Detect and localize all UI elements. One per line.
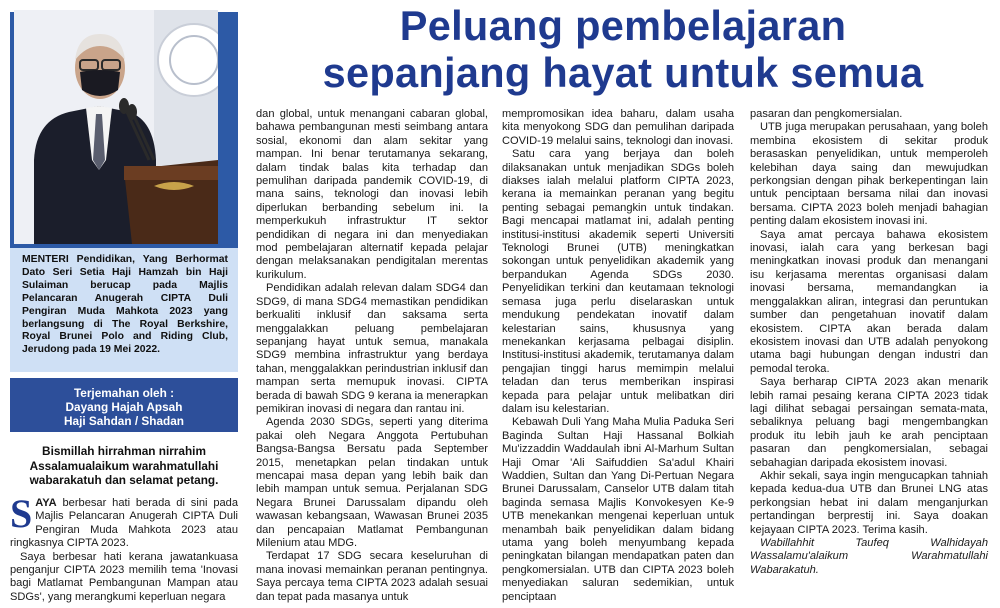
translator-name-2: Haji Sahdan / Shadan [64, 414, 184, 428]
translator-box [10, 378, 238, 432]
translator-name-1: Dayang Hajah Apsah [65, 400, 183, 414]
headline-line-2: sepanjang hayat untuk semua [322, 49, 924, 96]
paragraph-11: UTB juga merupakan perusahaan, yang boleh membina ekosistem di sekitar produk berasaskan penyelidikan, untuk memperoleh kelebihan daya saing dan mewujudkan perkongsian dengan pihak berkepentingan lain untuk penciptaan bersama nilai dan inovasi bersama. CIPTA 2023 boleh menjadi bahagian penting dalam ekosistem inovasi ini. [750, 121, 988, 228]
article-column-3 [502, 108, 734, 604]
paragraph-8: Satu cara yang berjaya dan boleh dilaksanakan untuk menjadikan SDGs boleh diakses ialah melalui platform CIPTA 2023, kerana ia memainkan peranan yang begitu penting sebagai pemangkin untuk tindakan. Bagi mencapai matlamat ini, adalah penting institusi-institusi akademik seperti Universiti Teknologi Brunei (UTB) meningkatkan sokongan untuk penyelidikan akademik yang berpandukan Agenda SDGs 2030. Penyelidikan terkini dan keutamaan teknologi semasa juga perlu diselaraskan untuk mendukung pendekatan inovatif dalam kelestarian sains, khususnya yang menekankan kerjasama pelbagai disiplin. Institusi-institusi akademik, terutamanya dalam pengajian tinggi harus memimpin melalui teladan dan terus memberikan inspirasi kepada para pelajar untuk melibatkan diri dalam isu kelestarian. [502, 148, 734, 415]
minister-photo [14, 10, 218, 244]
greeting-line-1: Bismillah hirrahman nirrahim [42, 444, 206, 458]
paragraph-6: Terdapat 17 SDG secara keseluruhan di mana inovasi memainkan peranan pentingnya. Saya percaya tema CIPTA 2023 adalah sesuai dan tepat pada masanya untuk [256, 550, 488, 603]
lead-word: AYA [35, 497, 57, 509]
opening-greeting [10, 444, 238, 488]
paragraph-1 [10, 491, 238, 551]
headline [246, 2, 1000, 102]
paragraph-7: mempromosikan idea baharu, dalam usaha kita menyokong SDG dan pemulihan daripada COVID-19 melalui sains, teknologi dan inovasi. [502, 108, 734, 147]
closing-salutation: Wabillahhit Taufeq Walhidayah Wassalamu'alaikum Warahmatullahi Wabarakatuh. [750, 537, 988, 576]
paragraph-4: Pendidikan adalah relevan dalam SDG4 dan SDG9, di mana SDG4 memastikan pendidikan berkualiti inklusif dan saksama serta menggalakkan peluang pembelajaran sepanjang hayat untuk semua, manakala SDG9 membina infrastruktur yang berdaya tahan, menggalakkan perindustrian inklusif dan mampan serta memupuk inovasi. CIPTA berada di bawah SDG 9 kerana ia menerapkan pemikiran inovasi di negara dan rantau ini. [256, 282, 488, 415]
paragraph-10: pasaran dan pengkomersialan. [750, 108, 903, 120]
paragraph-1-text: berbesar hati berada di sini pada Majlis Pelancaran Anugerah CIPTA Duli Pengiran Muda Mahkota 2023 atau ringkasnya CIPTA 2023. [10, 497, 238, 550]
paragraph-14: Akhir sekali, saya ingin mengucapkan tahniah kepada kedua-dua UTB dan Brunei LNG atas perkongsian hebat ini dalam menganjurkan pertandingan berprestij ini. Saya doakan kejayaan CIPTA 2023. Terima kasih. [750, 469, 988, 536]
article-column-1 [10, 491, 238, 604]
paragraph-3: dan global, untuk menangani cabaran global, bahawa pembangunan mesti seimbang antara sosial, ekonomi dan alam sekitar yang mampan. Ini benar terutamanya sekarang, dalam tindak balas kita terhadap dan pemulihan daripada pandemik COVID-19, di mana sains, teknologi dan inovasi lebih diperlukan berbanding sebelum ini. Ia memperkukuh infrastruktur IT sektor pendidikan di negara ini dan menyediakan mod pembelajaran alternatif kepada pelajar dengan melaksanakan pendigitalan merentas kurikulum. [256, 108, 488, 281]
paragraph-5: Agenda 2030 SDGs, seperti yang diterima pakai oleh Negara Anggota Pertubuhan Bangsa-Bangsa Bersatu pada September 2015, menetapkan pelan tindakan untuk mencapai masa depan yang lebih baik dan lebih mampan untuk semua. Perjalanan SDG Negara Brunei Darussalam dipandu oleh wawasan kebangsaan, Wawasan Brunei 2035 dan pencapaian Matlamat Pembangunan Milenium atau MDG. [256, 416, 488, 549]
article-column-2 [256, 108, 488, 604]
greeting-line-3: wabarakatuh dan selamat petang. [29, 473, 219, 487]
minister-photo-illustration [14, 10, 218, 244]
paragraph-13: Saya berharap CIPTA 2023 akan menarik lebih ramai pesaing kerana CIPTA 2023 tidak lagi dilihat sebagai persaingan semata-mata, sebaliknya peluang bagi mengembangkan produk itu lebih jauh ke arah penciptaan pasaran dan pengkomersialan, sebagai sebahagian daripada ekosistem inovasi. [750, 376, 988, 469]
headline-line-1: Peluang pembelajaran [399, 2, 847, 49]
paragraph-9: Kebawah Duli Yang Maha Mulia Paduka Seri Baginda Sultan Haji Hassanal Bolkiah Mu'izzaddin Waddaulah ibni Al-Marhum Sultan Haji Omar 'Ali Saifuddien Sa'adul Khairi Waddien, Sultan dan Yang Di-Pertuan Negara Brunei Darussalam, Canselor UTB dalam titah baginda semasa Majlis Konvokesyen Ke-9 UTB menekankan mengenai keperluan untuk menambah baik penyelidikan dalam bidang utama yang boleh menyumbang kepada peningkatan bilangan mendapatkan paten dan pengkomersialan. UTB dan CIPTA 2023 boleh menyediakan saluran sedemikian, untuk penciptaan [502, 416, 734, 603]
drop-cap: S [10, 491, 33, 536]
article-column-4 [750, 108, 988, 577]
photo-caption: MENTERI Pendidikan, Yang Berhormat Dato Seri Setia Haji Hamzah bin Haji Sulaiman berucap pada Majlis Pelancaran Anugerah CIPTA Duli Pengiran Muda Mahkota 2023 yang berlangsung di The Royal Berkshire, Royal Brunei Polo and Riding Club, Jerudong pada 19 Mei 2022. [22, 254, 228, 356]
greeting-line-2: Assalamualaikum warahmatullahi [29, 458, 219, 473]
paragraph-12: Saya amat percaya bahawa ekosistem inovasi, ialah cara yang berkesan bagi meningkatkan inovasi produk dan menangani isu kerjasama merentas organisasi dalam inovasi bersama, memandangkan ia menggalakkan aliran, integrasi dan peruntukan sumber dan pengetahuan inovatif dalam ekosistem. CIPTA akan berada dalam ekosistem inovasi dan UTB adalah penyokong utama bagi hubungan dengan industri dan pemodal teroka. [750, 228, 988, 375]
translator-label: Terjemahan oleh : [73, 386, 175, 400]
paragraph-2: Saya berbesar hati kerana jawatankuasa penganjur CIPTA 2023 memilih tema 'Inovasi bagi Matlamat Pembangunan Mampan atau SDGs', yang merangkumi keperluan negara [10, 550, 238, 603]
